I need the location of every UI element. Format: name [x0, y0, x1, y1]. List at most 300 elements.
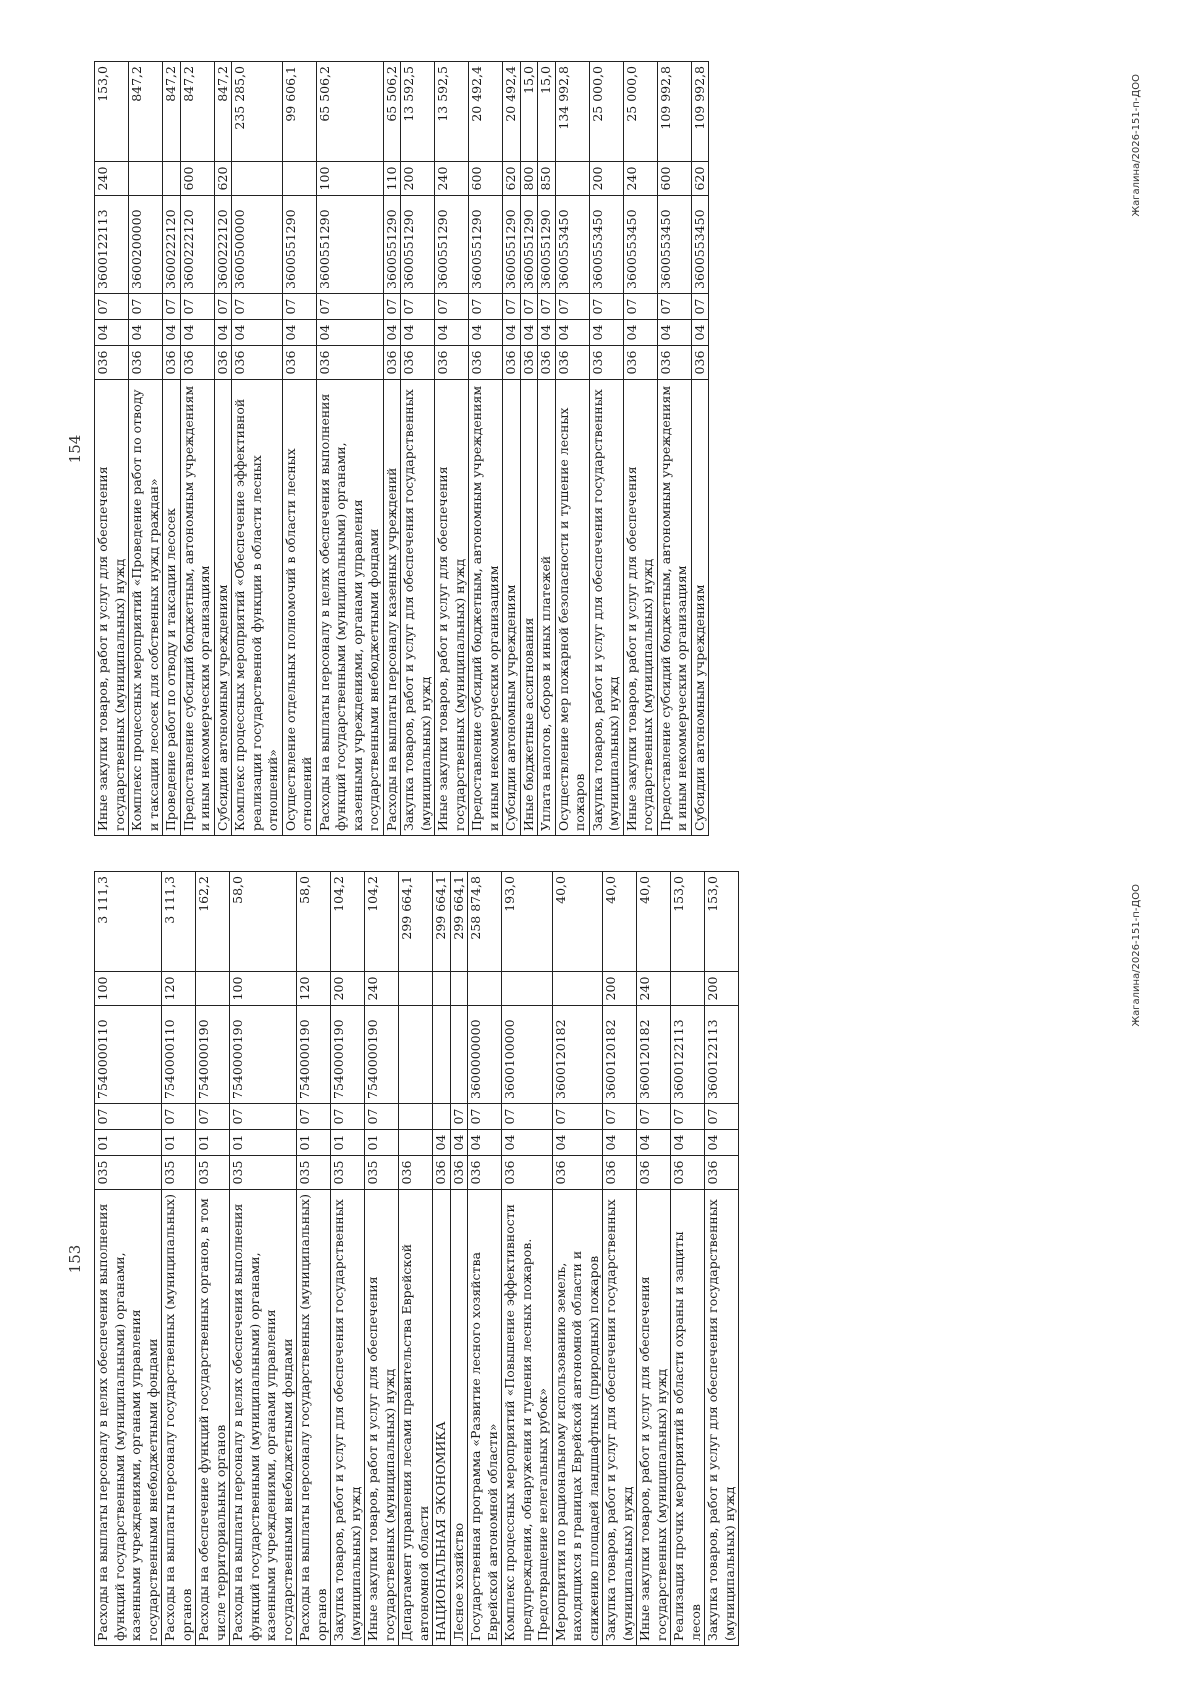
row-expense-type-code	[552, 972, 603, 1006]
row-subsection-code: 07	[95, 1104, 162, 1130]
row-expense-type-code	[163, 162, 181, 196]
row-subsection-code: 07	[230, 1104, 297, 1130]
table-row	[316, 62, 383, 836]
row-amount: 15,0	[538, 62, 556, 162]
row-grbs-code: 036	[282, 346, 316, 380]
table-row	[538, 62, 556, 836]
row-subsection-code: 07	[502, 1104, 553, 1130]
row-target-item-code: 3600222120	[214, 196, 232, 294]
row-name: Субсидии автономным учреждениям	[214, 380, 232, 836]
row-name: Закупка товаров, работ и услуг для обеспечения государственных (муниципальных) нужд	[603, 1190, 637, 1646]
row-expense-type-code: 240	[365, 972, 399, 1006]
row-target-item-code: 7540000110	[162, 1006, 196, 1104]
row-name: Лесное хозяйство	[450, 1190, 468, 1646]
row-grbs-code: 036	[503, 346, 521, 380]
row-name: Расходы на выплаты персоналу казенных учреждений	[383, 380, 401, 836]
row-subsection-code: 07	[435, 294, 469, 320]
table-row	[450, 872, 468, 1646]
row-name: Предоставление субсидий бюджетным, автономным учреждениям и иным некоммерческим организациям	[180, 380, 214, 836]
table-row	[623, 62, 657, 836]
row-amount: 134 992,8	[555, 62, 589, 162]
table-row	[657, 62, 691, 836]
row-amount: 13 592,5	[435, 62, 469, 162]
row-expense-type-code: 800	[520, 162, 538, 196]
row-grbs-code: 036	[555, 346, 589, 380]
row-amount: 40,0	[552, 872, 603, 972]
row-name: Осуществление мер пожарной безопасности и тушение лесных пожаров	[555, 380, 589, 836]
table-row	[637, 872, 671, 1646]
row-grbs-code: 036	[316, 346, 383, 380]
row-expense-type-code	[502, 972, 553, 1006]
row-subsection-code: 07	[95, 294, 129, 320]
row-subsection-code: 07	[503, 294, 521, 320]
row-expense-type-code: 100	[316, 162, 383, 196]
row-amount: 99 606,1	[282, 62, 316, 162]
row-subsection-code: 07	[129, 294, 163, 320]
row-name: Иные закупки товаров, работ и услуг для обеспечения государственных (муниципальных) нужд	[637, 1190, 671, 1646]
table-row	[232, 62, 283, 836]
row-amount: 20 492,4	[503, 62, 521, 162]
row-name: Комплекс процессных мероприятий «Проведение работ по отводу и таксации лесосек для собственных нужд граждан»	[129, 380, 163, 836]
budget-table	[94, 61, 709, 836]
row-section-code: 04	[603, 1130, 637, 1156]
row-expense-type-code: 200	[401, 162, 435, 196]
row-grbs-code: 036	[383, 346, 401, 380]
row-section-code: 04	[623, 320, 657, 346]
row-grbs-code: 036	[538, 346, 556, 380]
table-row	[552, 872, 603, 1646]
row-section-code: 04	[163, 320, 181, 346]
row-expense-type-code	[129, 162, 163, 196]
table-row	[399, 872, 433, 1646]
table-row	[671, 872, 705, 1646]
row-section-code: 01	[196, 1130, 230, 1156]
page-153	[50, 864, 1150, 1654]
row-subsection-code: 07	[589, 294, 623, 320]
row-target-item-code: 3600500000	[232, 196, 283, 294]
row-grbs-code: 036	[623, 346, 657, 380]
row-amount: 847,2	[214, 62, 232, 162]
row-subsection-code: 07	[603, 1104, 637, 1130]
row-name: Комплекс процессных мероприятий «Повышение эффективности предупреждения, обнаружения и тушения лесных пожаров. Предотвращение нелегальных рубок»	[502, 1190, 553, 1646]
row-section-code: 04	[316, 320, 383, 346]
table-row	[365, 872, 399, 1646]
table-row	[180, 62, 214, 836]
row-section-code: 04	[637, 1130, 671, 1156]
row-target-item-code: 3600000000	[468, 1006, 502, 1104]
row-name: НАЦИОНАЛЬНАЯ ЭКОНОМИКА	[433, 1190, 451, 1646]
table-row	[95, 872, 162, 1646]
row-target-item-code: 3600120182	[637, 1006, 671, 1104]
row-amount: 847,2	[129, 62, 163, 162]
row-subsection-code: 07	[232, 294, 283, 320]
row-expense-type-code	[450, 972, 468, 1006]
row-target-item-code: 7540000110	[95, 1006, 162, 1104]
row-name: Департамент управления лесами правительства Еврейской автономной области	[399, 1190, 433, 1646]
row-name: Расходы на выплаты персоналу государственных (муниципальных) органов	[162, 1190, 196, 1646]
row-amount: 104,2	[365, 872, 399, 972]
row-grbs-code: 036	[450, 1156, 468, 1190]
row-amount: 40,0	[637, 872, 671, 972]
row-section-code: 04	[705, 1130, 739, 1156]
row-grbs-code: 036	[657, 346, 691, 380]
row-grbs-code: 036	[214, 346, 232, 380]
table-row	[162, 872, 196, 1646]
row-amount: 299 664,1	[433, 872, 451, 972]
row-grbs-code: 036	[232, 346, 283, 380]
row-grbs-code: 035	[162, 1156, 196, 1190]
row-section-code: 01	[230, 1130, 297, 1156]
row-subsection-code	[433, 1104, 451, 1130]
row-amount: 299 664,1	[399, 872, 433, 972]
row-amount: 847,2	[180, 62, 214, 162]
row-name: Проведение работ по отводу и таксации лесосек	[163, 380, 181, 836]
row-expense-type-code: 200	[705, 972, 739, 1006]
row-grbs-code: 036	[433, 1156, 451, 1190]
table-row	[520, 62, 538, 836]
row-section-code: 04	[503, 320, 521, 346]
row-target-item-code: 3600553450	[623, 196, 657, 294]
row-target-item-code: 3600553450	[657, 196, 691, 294]
row-section-code: 04	[282, 320, 316, 346]
row-expense-type-code: 850	[538, 162, 556, 196]
table-row	[433, 872, 451, 1646]
row-amount: 25 000,0	[623, 62, 657, 162]
row-section-code: 04	[555, 320, 589, 346]
row-section-code: 04	[232, 320, 283, 346]
row-expense-type-code	[671, 972, 705, 1006]
row-grbs-code: 036	[520, 346, 538, 380]
row-name: Расходы на обеспечение функций государственных органов, в том числе территориальных органов	[196, 1190, 230, 1646]
row-expense-type-code: 240	[435, 162, 469, 196]
row-target-item-code: 3600122113	[705, 1006, 739, 1104]
row-amount: 153,0	[705, 872, 739, 972]
row-name: Закупка товаров, работ и услуг для обеспечения государственных (муниципальных) нужд	[589, 380, 623, 836]
row-grbs-code: 036	[502, 1156, 553, 1190]
row-expense-type-code	[399, 972, 433, 1006]
row-name: Иные бюджетные ассигнования	[520, 380, 538, 836]
table-row	[435, 62, 469, 836]
row-section-code: 04	[657, 320, 691, 346]
row-subsection-code: 07	[282, 294, 316, 320]
row-target-item-code: 3600222120	[180, 196, 214, 294]
row-amount: 109 992,8	[657, 62, 691, 162]
row-section-code: 04	[383, 320, 401, 346]
row-name: Субсидии автономным учреждениям	[691, 380, 709, 836]
row-amount: 15,0	[520, 62, 538, 162]
row-grbs-code: 035	[95, 1156, 162, 1190]
row-grbs-code: 036	[435, 346, 469, 380]
row-amount: 3 111,3	[95, 872, 162, 972]
row-amount: 20 492,4	[469, 62, 503, 162]
row-target-item-code: 7540000190	[331, 1006, 365, 1104]
row-amount: 258 874,8	[468, 872, 502, 972]
row-section-code: 01	[95, 1130, 162, 1156]
row-subsection-code: 07	[365, 1104, 399, 1130]
row-expense-type-code	[196, 972, 230, 1006]
row-amount: 847,2	[163, 62, 181, 162]
row-section-code: 04	[180, 320, 214, 346]
row-amount: 153,0	[671, 872, 705, 972]
page-number: 154	[66, 434, 84, 464]
row-section-code: 04	[468, 1130, 502, 1156]
row-name: Закупка товаров, работ и услуг для обеспечения государственных (муниципальных) нужд	[401, 380, 435, 836]
row-grbs-code: 036	[401, 346, 435, 380]
row-grbs-code: 036	[163, 346, 181, 380]
row-target-item-code: 7540000190	[297, 1006, 331, 1104]
row-target-item-code: 3600551290	[435, 196, 469, 294]
row-name: Расходы на выплаты персоналу в целях обеспечения выполнения функций государственными (муниципальными) органами, казенными учреждениями, органами управления государственными внебюджетными фондами	[95, 1190, 162, 1646]
row-section-code: 04	[671, 1130, 705, 1156]
row-target-item-code	[450, 1006, 468, 1104]
row-section-code: 04	[520, 320, 538, 346]
row-name: Расходы на выплаты персоналу в целях обеспечения выполнения функций государственными (муниципальными) органами, казенными учреждениями, органами управления государственными внебюджетными фондами	[230, 1190, 297, 1646]
row-subsection-code: 07	[657, 294, 691, 320]
row-target-item-code: 3600553450	[555, 196, 589, 294]
table-row	[401, 62, 435, 836]
row-subsection-code: 07	[520, 294, 538, 320]
row-subsection-code: 07	[316, 294, 383, 320]
table-row	[129, 62, 163, 836]
row-expense-type-code: 620	[214, 162, 232, 196]
row-grbs-code: 036	[399, 1156, 433, 1190]
row-target-item-code: 3600120182	[603, 1006, 637, 1104]
row-expense-type-code: 110	[383, 162, 401, 196]
row-subsection-code: 07	[401, 294, 435, 320]
row-name: Расходы на выплаты персоналу государственных (муниципальных) органов	[297, 1190, 331, 1646]
row-grbs-code: 036	[691, 346, 709, 380]
row-subsection-code: 07	[691, 294, 709, 320]
table-row	[589, 62, 623, 836]
footer-code: Жагалина/2026-151-п-ДОО	[1131, 74, 1142, 217]
budget-table-body	[95, 62, 709, 836]
row-expense-type-code: 200	[603, 972, 637, 1006]
row-amount: 109 992,8	[691, 62, 709, 162]
row-subsection-code: 07	[468, 1104, 502, 1130]
row-target-item-code	[433, 1006, 451, 1104]
table-row	[503, 62, 521, 836]
row-section-code: 01	[162, 1130, 196, 1156]
row-name: Иные закупки товаров, работ и услуг для обеспечения государственных (муниципальных) нужд	[365, 1190, 399, 1646]
row-grbs-code: 036	[180, 346, 214, 380]
row-grbs-code: 036	[705, 1156, 739, 1190]
table-row	[297, 872, 331, 1646]
row-subsection-code: 07	[331, 1104, 365, 1130]
row-grbs-code: 035	[297, 1156, 331, 1190]
row-grbs-code: 036	[468, 1156, 502, 1190]
row-amount: 235 285,0	[232, 62, 283, 162]
row-section-code: 04	[589, 320, 623, 346]
row-amount: 40,0	[603, 872, 637, 972]
row-name: Иные закупки товаров, работ и услуг для обеспечения государственных (муниципальных) нужд	[435, 380, 469, 836]
row-target-item-code: 3600122113	[95, 196, 129, 294]
page-number: 153	[66, 1244, 84, 1274]
row-section-code: 04	[95, 320, 129, 346]
row-target-item-code: 7540000190	[230, 1006, 297, 1104]
row-expense-type-code: 100	[230, 972, 297, 1006]
row-target-item-code: 3600222120	[163, 196, 181, 294]
row-amount: 153,0	[95, 62, 129, 162]
row-name: Иные закупки товаров, работ и услуг для обеспечения государственных (муниципальных) нужд	[623, 380, 657, 836]
row-section-code: 04	[214, 320, 232, 346]
row-expense-type-code: 620	[691, 162, 709, 196]
row-amount: 65 506,2	[316, 62, 383, 162]
table-row	[282, 62, 316, 836]
table-row	[230, 872, 297, 1646]
row-target-item-code: 3600551290	[469, 196, 503, 294]
row-grbs-code: 036	[603, 1156, 637, 1190]
row-amount: 58,0	[230, 872, 297, 972]
row-section-code: 04	[502, 1130, 553, 1156]
row-subsection-code: 07	[297, 1104, 331, 1130]
row-target-item-code	[399, 1006, 433, 1104]
table-row	[196, 872, 230, 1646]
row-subsection-code: 07	[214, 294, 232, 320]
row-subsection-code: 07	[196, 1104, 230, 1130]
row-name: Осуществление отдельных полномочий в области лесных отношений	[282, 380, 316, 836]
row-name: Уплата налогов, сборов и иных платежей	[538, 380, 556, 836]
table-row	[331, 872, 365, 1646]
row-expense-type-code	[433, 972, 451, 1006]
row-section-code: 01	[331, 1130, 365, 1156]
row-expense-type-code	[232, 162, 283, 196]
row-target-item-code: 3600551290	[383, 196, 401, 294]
table-row	[469, 62, 503, 836]
footer-code: Жагалина/2026-151-п-ДОО	[1131, 884, 1142, 1027]
row-name: Реализация прочих мероприятий в области охраны и защиты лесов	[671, 1190, 705, 1646]
row-subsection-code	[399, 1104, 433, 1130]
row-expense-type-code: 100	[95, 972, 162, 1006]
row-expense-type-code: 200	[331, 972, 365, 1006]
table-row	[691, 62, 709, 836]
row-grbs-code: 036	[637, 1156, 671, 1190]
row-expense-type-code: 120	[162, 972, 196, 1006]
row-target-item-code: 3600551290	[282, 196, 316, 294]
row-section-code: 04	[450, 1130, 468, 1156]
row-subsection-code: 07	[623, 294, 657, 320]
row-section-code: 04	[538, 320, 556, 346]
row-subsection-code: 07	[162, 1104, 196, 1130]
scanned-spread	[50, 44, 1150, 1664]
row-grbs-code: 035	[365, 1156, 399, 1190]
row-target-item-code: 3600120182	[552, 1006, 603, 1104]
row-name: Закупка товаров, работ и услуг для обеспечения государственных (муниципальных) нужд	[331, 1190, 365, 1646]
row-section-code: 04	[401, 320, 435, 346]
row-grbs-code: 035	[196, 1156, 230, 1190]
row-subsection-code: 07	[180, 294, 214, 320]
row-target-item-code: 3600551290	[538, 196, 556, 294]
row-subsection-code: 07	[705, 1104, 739, 1130]
row-target-item-code: 3600553450	[691, 196, 709, 294]
row-grbs-code: 036	[95, 346, 129, 380]
row-name: Предоставление субсидий бюджетным, автономным учреждениям и иным некоммерческим организациям	[469, 380, 503, 836]
table-row	[95, 62, 129, 836]
row-amount: 58,0	[297, 872, 331, 972]
row-expense-type-code: 200	[589, 162, 623, 196]
row-name: Закупка товаров, работ и услуг для обеспечения государственных (муниципальных) нужд	[705, 1190, 739, 1646]
row-name: Мероприятия по рациональному использованию земель, находящихся в границах Еврейской автономной области и снижению площадей ландшафтных (природных) пожаров	[552, 1190, 603, 1646]
row-expense-type-code: 120	[297, 972, 331, 1006]
table-row	[555, 62, 589, 836]
budget-table-body	[95, 872, 739, 1646]
row-target-item-code: 3600200000	[129, 196, 163, 294]
row-section-code: 01	[365, 1130, 399, 1156]
table-row	[163, 62, 181, 836]
row-name: Иные закупки товаров, работ и услуг для обеспечения государственных (муниципальных) нужд	[95, 380, 129, 836]
row-expense-type-code: 240	[623, 162, 657, 196]
row-section-code: 01	[297, 1130, 331, 1156]
row-name: Расходы на выплаты персоналу в целях обеспечения выполнения функций государственными (муниципальными) органами, казенными учреждениями, органами управления государственными внебюджетными фондами	[316, 380, 383, 836]
row-target-item-code: 7540000190	[365, 1006, 399, 1104]
row-amount: 65 506,2	[383, 62, 401, 162]
row-subsection-code: 07	[555, 294, 589, 320]
row-section-code: 04	[433, 1130, 451, 1156]
row-name: Государственная программа «Развитие лесного хозяйства Еврейской автономной области»	[468, 1190, 502, 1646]
row-expense-type-code: 600	[469, 162, 503, 196]
row-expense-type-code: 600	[657, 162, 691, 196]
row-target-item-code: 3600122113	[671, 1006, 705, 1104]
budget-table	[94, 871, 739, 1646]
row-amount: 25 000,0	[589, 62, 623, 162]
row-target-item-code: 3600551290	[503, 196, 521, 294]
row-amount: 104,2	[331, 872, 365, 972]
row-amount: 299 664,1	[450, 872, 468, 972]
row-section-code: 04	[552, 1130, 603, 1156]
row-amount: 3 111,3	[162, 872, 196, 972]
row-subsection-code: 07	[637, 1104, 671, 1130]
row-grbs-code: 035	[230, 1156, 297, 1190]
row-subsection-code: 07	[552, 1104, 603, 1130]
row-grbs-code: 036	[552, 1156, 603, 1190]
row-amount: 13 592,5	[401, 62, 435, 162]
table-row	[502, 872, 553, 1646]
row-subsection-code: 07	[671, 1104, 705, 1130]
row-expense-type-code	[555, 162, 589, 196]
page-154	[50, 54, 1150, 844]
row-grbs-code: 036	[671, 1156, 705, 1190]
row-subsection-code: 07	[383, 294, 401, 320]
row-amount: 162,2	[196, 872, 230, 972]
row-name: Комплекс процессных мероприятий «Обеспечение эффективной реализации государственной функции в области лесных отношений»	[232, 380, 283, 836]
row-section-code: 04	[691, 320, 709, 346]
row-expense-type-code: 240	[637, 972, 671, 1006]
row-grbs-code: 036	[589, 346, 623, 380]
row-expense-type-code	[282, 162, 316, 196]
row-subsection-code: 07	[538, 294, 556, 320]
row-expense-type-code	[468, 972, 502, 1006]
table-row	[468, 872, 502, 1646]
row-amount: 193,0	[502, 872, 553, 972]
row-grbs-code: 036	[469, 346, 503, 380]
row-section-code: 04	[435, 320, 469, 346]
row-target-item-code: 3600100000	[502, 1006, 553, 1104]
table-row	[705, 872, 739, 1646]
row-subsection-code: 07	[469, 294, 503, 320]
row-target-item-code: 3600553450	[589, 196, 623, 294]
row-expense-type-code: 240	[95, 162, 129, 196]
row-target-item-code: 3600551290	[520, 196, 538, 294]
row-target-item-code: 7540000190	[196, 1006, 230, 1104]
row-expense-type-code: 620	[503, 162, 521, 196]
row-section-code	[399, 1130, 433, 1156]
table-row	[383, 62, 401, 836]
row-name: Субсидии автономным учреждениям	[503, 380, 521, 836]
table-row	[603, 872, 637, 1646]
row-name: Предоставление субсидий бюджетным, автономным учреждениям и иным некоммерческим организациям	[657, 380, 691, 836]
row-subsection-code: 07	[163, 294, 181, 320]
row-grbs-code: 035	[331, 1156, 365, 1190]
row-grbs-code: 036	[129, 346, 163, 380]
